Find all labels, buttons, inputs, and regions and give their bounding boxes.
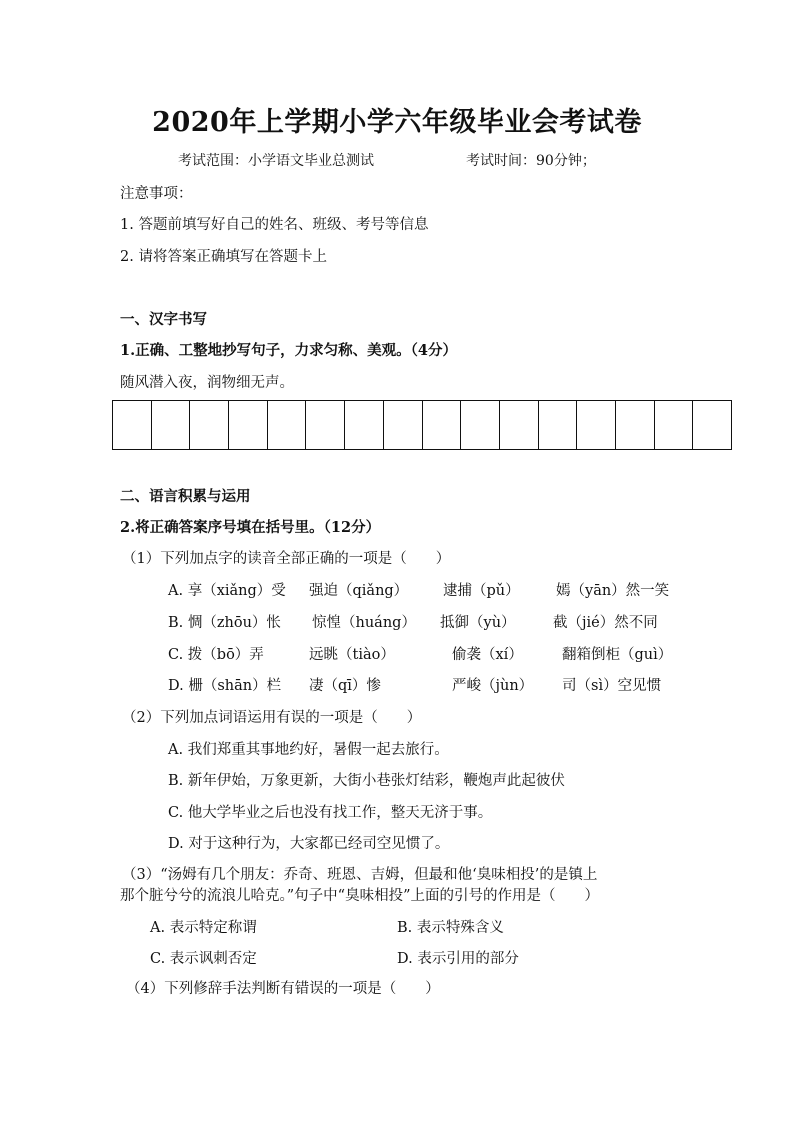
option-d: 严峻（jùn） xyxy=(452,678,534,694)
option-a: A. 享（xiǎng）受 xyxy=(168,583,286,599)
writing-grid-cell[interactable] xyxy=(655,401,694,449)
writing-grid-cell[interactable] xyxy=(190,401,229,449)
option-c: C. 他大学毕业之后也没有找工作，整天无济于事。 xyxy=(168,805,493,821)
option-b: 惊惶（huáng） xyxy=(312,615,416,631)
writing-grid-cell[interactable] xyxy=(384,401,423,449)
option-b: B. 新年伊始，万象更新，大街小巷张灯结彩，鞭炮声此起彼伏 xyxy=(168,773,565,789)
writing-grid-cell[interactable] xyxy=(345,401,384,449)
writing-grid-cell[interactable] xyxy=(693,401,731,449)
option-a: A. 表示特定称谓 xyxy=(150,920,257,936)
option-b: 抵御（yù） xyxy=(440,615,516,631)
option-a: A. 我们郑重其事地约好，暑假一起去旅行。 xyxy=(168,742,449,758)
notice-item: 2. 请将答案正确填写在答题卡上 xyxy=(120,249,327,265)
option-a: 逮捕（pǔ） xyxy=(443,583,520,599)
option-c: 偷袭（xí） xyxy=(452,647,523,663)
section-heading: 二、语言积累与运用 xyxy=(120,488,251,505)
exam-time: 考试时间：90分钟； xyxy=(466,153,596,169)
section-heading: 一、汉字书写 xyxy=(120,311,207,328)
exam-scope: 考试范围：小学语文毕业总测试 xyxy=(178,153,374,169)
copy-sentence: 随风潜入夜，润物细无声。 xyxy=(120,375,294,391)
notice-heading: 注意事项： xyxy=(120,186,193,202)
option-c: C. 表示讽刺否定 xyxy=(150,951,257,967)
option-c: 远眺（tiào） xyxy=(309,647,395,663)
option-d: 凄（qī）惨 xyxy=(309,678,381,694)
option-c: C. 拨（bō）弄 xyxy=(168,647,264,663)
question-title: 1.正确、工整地抄写句子，力求匀称、美观。（4分） xyxy=(120,342,457,359)
option-d: 司（sì）空见惯 xyxy=(562,678,662,694)
option-b: B. 惆（zhōu）怅 xyxy=(168,615,281,631)
writing-grid-cell[interactable] xyxy=(152,401,191,449)
sub-question-stem: 那个脏兮兮的流浪儿哈克。”句子中“臭味相投”上面的引号的作用是（ ） xyxy=(120,888,599,904)
writing-grid-cell[interactable] xyxy=(423,401,462,449)
option-b: 截（jié）然不同 xyxy=(553,615,658,631)
sub-question-stem: （1）下列加点字的读音全部正确的一项是（ ） xyxy=(122,551,451,567)
option-c: 翻箱倒柜（guì） xyxy=(562,647,673,663)
option-d: D. 栅（shān）栏 xyxy=(168,678,282,694)
option-b: B. 表示特殊含义 xyxy=(397,920,504,936)
option-d: D. 表示引用的部分 xyxy=(397,951,519,967)
sub-question-stem: （4）下列修辞手法判断有错误的一项是（ ） xyxy=(126,981,440,997)
writing-grid-cell[interactable] xyxy=(268,401,307,449)
page-title: 2020年上学期小学六年级毕业会考试卷 xyxy=(152,107,642,138)
option-d: D. 对于这种行为，大家都已经司空见惯了。 xyxy=(168,836,450,852)
writing-grid xyxy=(112,400,732,450)
writing-grid-cell[interactable] xyxy=(229,401,268,449)
option-a: 嫣（yān）然一笑 xyxy=(556,583,670,599)
sub-question-stem: （3）“汤姆有几个朋友：乔奇、班恩、吉姆，但最和他‘臭味相投’的是镇上 xyxy=(122,867,598,883)
sub-question-stem: （2）下列加点词语运用有误的一项是（ ） xyxy=(122,710,422,726)
option-a: 强迫（qiǎng） xyxy=(309,583,409,599)
notice-item: 1. 答题前填写好自己的姓名、班级、考号等信息 xyxy=(120,217,429,233)
writing-grid-cell[interactable] xyxy=(461,401,500,449)
question-title: 2.将正确答案序号填在括号里。（12分） xyxy=(120,519,381,536)
writing-grid-cell[interactable] xyxy=(113,401,152,449)
writing-grid-cell[interactable] xyxy=(577,401,616,449)
writing-grid-cell[interactable] xyxy=(500,401,539,449)
writing-grid-cell[interactable] xyxy=(306,401,345,449)
writing-grid-cell[interactable] xyxy=(539,401,578,449)
writing-grid-cell[interactable] xyxy=(616,401,655,449)
